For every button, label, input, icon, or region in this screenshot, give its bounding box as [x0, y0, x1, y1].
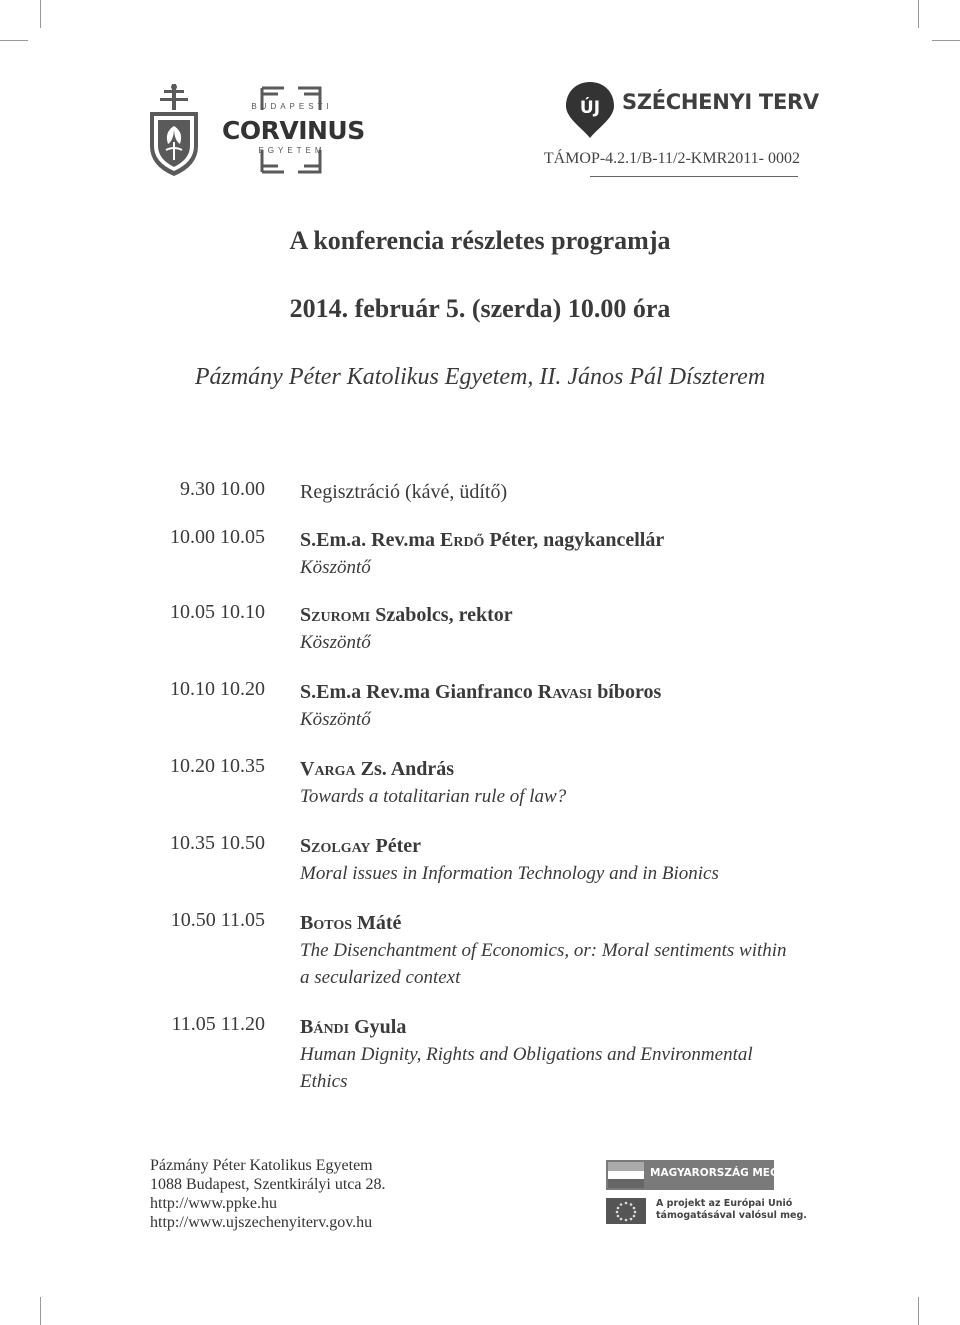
event-date: 2014. február 5. (szerda) 10.00 óra: [289, 294, 671, 323]
project-code: TÁMOP-4.2.1/B-11/2-KMR2011- 0002: [543, 150, 800, 167]
program-item: [0, 526, 960, 581]
program-speaker: [300, 678, 800, 706]
corvinus-name: CORVINUS: [222, 116, 365, 145]
eu-line: A projekt az Európai Unió: [656, 1198, 793, 1209]
program-item: [0, 601, 960, 656]
footer-link[interactable]: http://www.ppke.hu: [150, 1195, 277, 1212]
renewal-banner: [606, 1160, 807, 1190]
footer-address: [150, 1156, 386, 1232]
program-time: 10.00 10.05: [170, 526, 265, 548]
program-content: [300, 526, 800, 581]
szechenyi-terv-logo: [564, 80, 819, 140]
speaker-surname: Ravasi: [537, 681, 593, 703]
szechenyi-mark: ÚJ: [579, 98, 601, 118]
renewal-label: MAGYARORSZÁG MEGÚJUL: [650, 1167, 807, 1179]
program-time: 10.10 10.20: [170, 678, 265, 700]
program-item: [0, 678, 960, 733]
program-content: [300, 478, 800, 506]
program-item: [0, 1013, 960, 1095]
ppke-crest-logo: [148, 84, 200, 176]
program-time: 10.35 10.50: [170, 832, 265, 854]
program-talk-title: Köszöntő: [300, 632, 371, 653]
program-talk-title: Human Dignity, Rights and Obligations and Environmental Ethics: [300, 1044, 753, 1092]
page-title: A konferencia részletes programja: [289, 226, 671, 255]
program-content: [300, 832, 800, 887]
map-pin-icon: [564, 80, 616, 140]
footer-line: Pázmány Péter Katolikus Egyetem: [150, 1157, 373, 1174]
program-content: [300, 601, 800, 656]
speaker-text: Gyula: [349, 1016, 407, 1038]
program-item: [0, 832, 960, 887]
program-speaker: [300, 526, 800, 554]
crop-mark: [40, 0, 41, 28]
speaker-text: S.Em.a. Rev.ma: [300, 529, 440, 551]
program-time: 9.30 10.00: [180, 478, 265, 500]
program-content: [300, 678, 800, 733]
speaker-surname: Szolgay: [300, 835, 371, 857]
crop-mark: [918, 1297, 919, 1325]
crop-mark: [0, 40, 28, 41]
program-talk-title: Köszöntő: [300, 709, 371, 730]
program-item: [0, 478, 960, 506]
program-content: [300, 755, 800, 810]
speaker-text: bíboros: [592, 681, 662, 703]
hungarian-flag-icon: [608, 1162, 644, 1188]
program-time: 10.20 10.35: [170, 755, 265, 777]
program-speaker: [300, 478, 800, 506]
speaker-surname: Erdő: [440, 529, 485, 551]
crop-mark: [918, 0, 919, 28]
speaker-text: S.Em.a Rev.ma Gianfranco: [300, 681, 538, 703]
program-time: 10.50 11.05: [170, 909, 265, 931]
speaker-text: Péter, nagykancellár: [484, 529, 665, 551]
program-time: 11.05 11.20: [171, 1013, 265, 1035]
program-speaker: [300, 832, 800, 860]
program-item: [0, 909, 960, 991]
eu-support-text: [656, 1198, 807, 1222]
program-speaker: [300, 601, 800, 629]
crop-mark: [932, 40, 960, 41]
speaker-surname: Botos: [300, 912, 352, 934]
corvinus-bottom-label: EGYETEM: [258, 146, 326, 155]
speaker-text: Regisztráció (kávé, üdítő): [300, 481, 508, 503]
program-talk-title: Moral issues in Information Technology and in Bionics: [300, 863, 719, 884]
eu-flag-icon: [606, 1198, 646, 1224]
szechenyi-name: SZÉCHENYI TERV: [622, 90, 819, 114]
speaker-text: Zs. András: [355, 758, 455, 780]
event-venue: Pázmány Péter Katolikus Egyetem, II. János Pál Díszterem: [194, 364, 766, 390]
footer-link[interactable]: http://www.ujszechenyiterv.gov.hu: [150, 1214, 373, 1231]
corvinus-logo: [218, 84, 364, 176]
eu-line: támogatásával valósul meg.: [656, 1210, 807, 1221]
program-time: 10.05 10.10: [170, 601, 265, 623]
footer-line: 1088 Budapest, Szentkirályi utca 28.: [150, 1176, 386, 1193]
speaker-surname: Varga: [300, 758, 356, 780]
speaker-text: Máté: [352, 912, 402, 934]
crop-mark: [40, 1297, 41, 1325]
header-divider: [590, 176, 798, 177]
program-talk-title: Köszöntő: [300, 557, 371, 578]
program-content: [300, 1013, 800, 1095]
program-talk-title: The Disenchantment of Economics, or: Moral sentiments within a secularized context: [300, 940, 787, 988]
program-speaker: [300, 909, 800, 937]
speaker-text: Szabolcs, rektor: [370, 604, 513, 626]
speaker-text: Péter: [370, 835, 422, 857]
program-content: [300, 909, 800, 991]
program-talk-title: Towards a totalitarian rule of law?: [300, 786, 567, 807]
program-item: [0, 755, 960, 810]
corvinus-top-label: BUDAPESTI: [251, 102, 333, 111]
program-speaker: [300, 755, 800, 783]
speaker-surname: Bándi: [300, 1016, 350, 1038]
eu-funding-badge: [606, 1160, 807, 1230]
program-list: [0, 478, 960, 1095]
program-speaker: [300, 1013, 800, 1041]
speaker-surname: Szuromi: [300, 604, 371, 626]
